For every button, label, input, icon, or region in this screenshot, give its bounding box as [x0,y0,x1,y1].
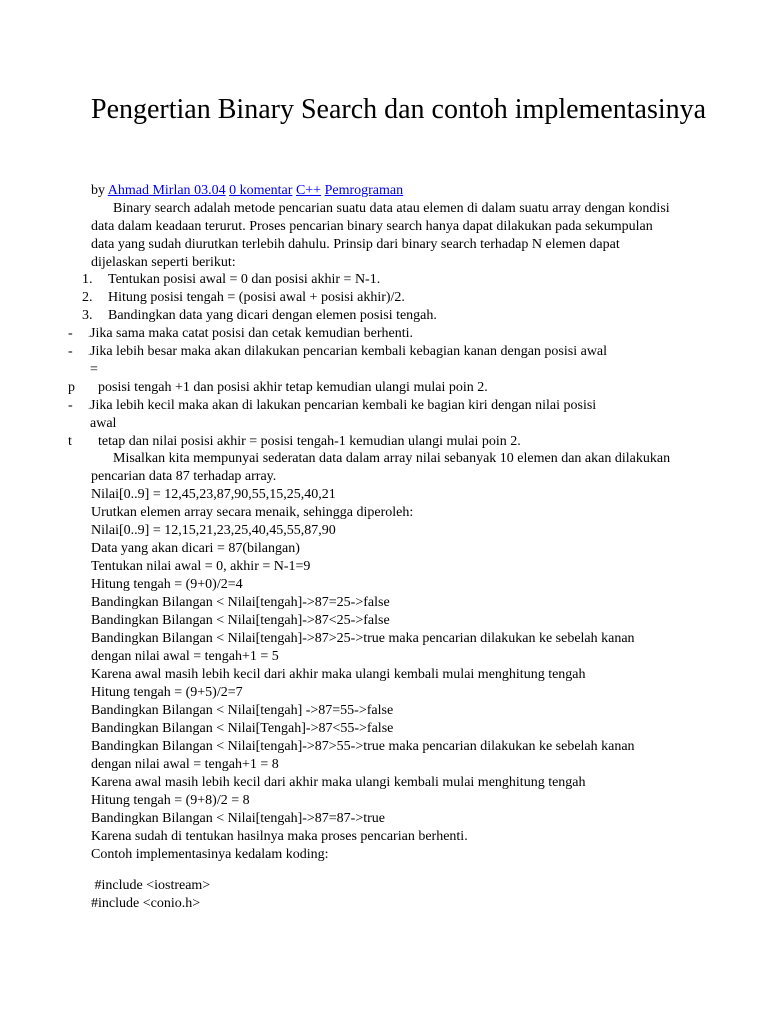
text-line: Bandingkan Bilangan < Nilai[tengah]->87<25->false [91,613,390,628]
bullet-continuation: awal [90,416,117,431]
text-line: Bandingkan Bilangan < Nilai[tengah]->87>25->true maka pencarian dilakukan ke sebelah kanan [91,631,635,646]
code-block [91,877,210,913]
author-link[interactable]: Ahmad Mirlan [107,183,191,198]
step-text: Hitung posisi tengah = (posisi awal + posisi akhir)/2. [108,290,405,305]
list-item [82,271,437,289]
step-number: 3. [82,308,93,323]
example-paragraph: Misalkan kita mempunyai sederatan data dalam array nilai sebanyak 10 elemen dan akan dilakukan pencarian data 87 terhadap array. [91,451,671,484]
text-line: dengan nilai awal = tengah+1 = 8 [91,757,279,772]
bullet-marker: - [68,398,73,413]
list-item [68,343,688,379]
text-line: Bandingkan Bilangan < Nilai[tengah]->87=87->true [91,811,386,826]
bullet-dot: . [88,329,91,339]
code-line: #include <iostream> [91,878,211,893]
text-line: Hitung tengah = (9+8)/2 = 8 [91,793,250,808]
tag-link-pemrograman[interactable]: Pemrograman [324,183,404,198]
step-text: Bandingkan data yang dicari dengan elemen posisi tengah. [108,308,437,323]
text-line: Karena awal masih lebih kecil dari akhir maka ulangi kembali mulai menghitung tengah [91,667,586,682]
list-item [68,379,688,397]
text-line: Contoh implementasinya kedalam koding: [91,847,329,862]
text-line: Tentukan nilai awal = 0, akhir = N-1=9 [91,559,311,574]
comments-link[interactable]: 0 komentar [229,183,293,198]
list-item [68,397,688,433]
intro-paragraph: Binary search adalah metode pencarian suatu data atau elemen di dalam suatu array dengan kondisi data dalam keadaan terurut. Proses pencarian binary search hanya dapat dilakukan pada sekumpulan data yang sudah diurutkan terlebih dahulu. Prinsip dari binary search terhadap N elemen dapat dijelaskan seperti berikut: [91,201,670,270]
bullet-text: Jika lebih kecil maka akan di lakukan pencarian kembali ke bagian kiri dengan nilai posisi [90,398,597,413]
bullet-text: tetap dan nilai posisi akhir = posisi tengah-1 kemudian ulangi mulai poin 2. [98,434,521,449]
list-item [82,307,437,325]
text-line: Hitung tengah = (9+0)/2=4 [91,577,243,592]
condition-list [68,325,688,451]
text-line: Karena sudah di tentukan hasilnya maka proses pencarian berhenti. [91,829,468,844]
text-line: Urutkan elemen array secara menaik, sehingga diperoleh: [91,505,414,520]
text-line: Data yang akan dicari = 87(bilangan) [91,541,300,556]
list-item [82,289,437,307]
text-line: Karena awal masih lebih kecil dari akhir maka ulangi kembali mulai menghitung tengah [91,775,586,790]
text-line: Hitung tengah = (9+5)/2=7 [91,685,243,700]
step-text: Tentukan posisi awal = 0 dan posisi akhir = N-1. [108,272,381,287]
bullet-marker: p [68,380,75,395]
bullet-marker: - [68,326,73,341]
post-meta [91,182,403,200]
bullet-marker: - [68,344,73,359]
text-line: Nilai[0..9] = 12,45,23,87,90,55,15,25,40,21 [91,487,336,502]
text-line: Bandingkan Bilangan < Nilai[tengah]->87>55->true maka pencarian dilakukan ke sebelah kanan [91,739,635,754]
post-title: Pengertian Binary Search dan contoh implementasinya [91,94,707,125]
text-line: Bandingkan Bilangan < Nilai[tengah]->87=25->false [91,595,390,610]
code-line: #include <conio.h> [91,896,201,911]
bullet-dot: . [88,401,91,411]
text-line: dengan nilai awal = tengah+1 = 5 [91,649,279,664]
time-link[interactable]: 03.04 [194,183,226,198]
example-section [91,450,691,864]
list-item [68,325,688,343]
bullet-text: Jika sama maka catat posisi dan cetak kemudian berhenti. [90,326,414,341]
text-line: Nilai[0..9] = 12,15,21,23,25,40,45,55,87,90 [91,523,336,538]
bullet-dot: . [88,347,91,357]
steps-list [82,271,437,325]
list-item [68,433,688,451]
step-number: 1. [82,272,93,287]
by-label: by [91,183,105,198]
step-number: 2. [82,290,93,305]
bullet-text: posisi tengah +1 dan posisi akhir tetap kemudian ulangi mulai poin 2. [98,380,488,395]
bullet-text: Jika lebih besar maka akan dilakukan pencarian kembali kebagian kanan dengan posisi awal [90,344,608,359]
bullet-continuation: = [90,362,98,377]
text-line: Bandingkan Bilangan < Nilai[Tengah]->87<55->false [91,721,394,736]
text-line: Bandingkan Bilangan < Nilai[tengah] ->87=55->false [91,703,394,718]
tag-link-cpp[interactable]: C++ [295,183,322,198]
bullet-marker: t [68,434,72,449]
